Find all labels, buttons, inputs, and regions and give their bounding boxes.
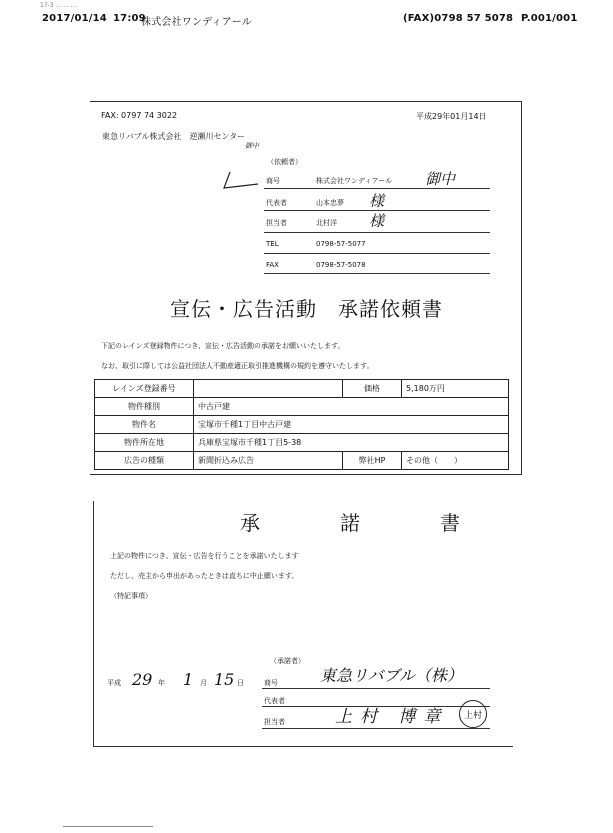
signer-heading: （承諾者） [270, 657, 305, 665]
table-label: レインズ登録番号 [95, 380, 194, 398]
sender-hand-onchu: 御中 [425, 170, 456, 188]
to-company: 東急リバブル株式会社 逆瀬川センター [102, 132, 246, 141]
sender-row-line [264, 253, 490, 254]
sender-hand-sama-1: 様 [369, 192, 385, 210]
sender-value-person: 北村洋 [316, 219, 337, 227]
sheet-mid-border [90, 474, 522, 475]
sender-label-person: 担当者 [266, 219, 287, 227]
sender-label-trade-name: 商号 [266, 177, 280, 185]
intro-line-1: 下記のレインズ登録物件につき、宣伝・広告活動の承諾をお願いいたします。 [101, 342, 345, 350]
request-date: 平成29年01月14日 [416, 112, 487, 121]
sheet-top-border [90, 101, 522, 102]
to-fax-number: FAX: 0797 74 3022 [101, 111, 178, 120]
table-value: その他（ ） [402, 452, 509, 470]
signer-trade-name: 東急リバブル（株） [320, 666, 463, 685]
scan-edge-mark [63, 826, 153, 827]
table-value: 宝塚市千種1丁目中古戸建 [194, 416, 509, 434]
table-label: 弊社HP [343, 452, 402, 470]
table-label: 物件種別 [95, 398, 194, 416]
table-row [95, 416, 509, 434]
fax-date: 2017/01/14 [42, 13, 107, 24]
sender-row-line [264, 232, 490, 233]
approval-title: 承 諾 書 [240, 511, 490, 535]
approval-line-1: 上記の物件につき、宣伝・広告を行うことを承諾いたします [110, 552, 299, 560]
sender-value-trade-name: 株式会社ワンディアール [316, 177, 393, 185]
to-suffix: 御中 [245, 142, 259, 150]
seal-stamp: 上村 [459, 700, 487, 728]
year-unit: 年 [158, 679, 165, 687]
sender-row-line [264, 188, 490, 189]
property-table [94, 379, 509, 470]
table-value: 中古戸建 [194, 398, 509, 416]
sender-label-tel: TEL [266, 240, 279, 248]
table-row [95, 398, 509, 416]
sheet-bottom-border [93, 746, 513, 747]
table-row [95, 380, 509, 398]
signer-label-representative: 代表者 [264, 697, 285, 705]
approval-date-era: 平成 [107, 679, 121, 687]
table-label: 価格 [343, 380, 402, 398]
intro-line-2: なお、取引に際しては公益社団法人不動産適正取引推進機構の規約を遵守いたします。 [101, 362, 374, 370]
table-value [194, 380, 343, 398]
arrow-icon [222, 170, 262, 192]
sheet-left-border [93, 501, 94, 747]
fax-page: P.001/001 [521, 13, 578, 24]
sender-label-representative: 代表者 [266, 199, 287, 207]
fax-time: 17:09 [113, 13, 146, 24]
table-row [95, 434, 509, 452]
sender-value-representative: 山本忠夢 [316, 199, 344, 207]
signer-label-trade-name: 商号 [264, 679, 278, 687]
table-value: 5,180万円 [402, 380, 509, 398]
sender-value-tel: 0798-57-5077 [316, 240, 366, 248]
table-label: 物件所在地 [95, 434, 194, 452]
fax-number: (FAX)0798 57 5078 [403, 13, 514, 24]
approval-line-2: ただし、売主から申出があったときは直ちに中止願います。 [110, 572, 299, 580]
approval-date-year: 29 [132, 670, 153, 689]
approval-date-month: 1 [183, 670, 194, 689]
signer-row-line [262, 728, 490, 729]
approval-special-notes: （特記事項） [110, 592, 152, 600]
table-row [95, 452, 509, 470]
month-unit: 月 [200, 679, 207, 687]
table-value: 兵庫県宝塚市千種1丁目5-38 [194, 434, 509, 452]
sender-hand-sama-2: 様 [369, 212, 385, 230]
fax-header-faint: 17-3 ... ... ... [40, 2, 77, 9]
table-label: 物件名 [95, 416, 194, 434]
day-unit: 日 [237, 679, 244, 687]
page-title: 宣伝・広告活動 承諾依頼書 [170, 297, 443, 321]
signer-label-person: 担当者 [264, 718, 285, 726]
sender-heading: （依頼者） [267, 158, 302, 166]
fax-sender: 株式会社ワンディアール [141, 17, 252, 28]
signer-row-line [262, 688, 490, 689]
sender-value-fax: 0798-57-5078 [316, 261, 366, 269]
sheet-right-border [521, 101, 522, 475]
sender-row-line [264, 273, 490, 274]
sender-label-fax: FAX [266, 261, 279, 269]
table-label: 広告の種類 [95, 452, 194, 470]
table-value: 新聞折込み広告 [194, 452, 343, 470]
approval-date-day: 15 [214, 670, 235, 689]
signer-person: 上村 博章 [335, 707, 449, 727]
